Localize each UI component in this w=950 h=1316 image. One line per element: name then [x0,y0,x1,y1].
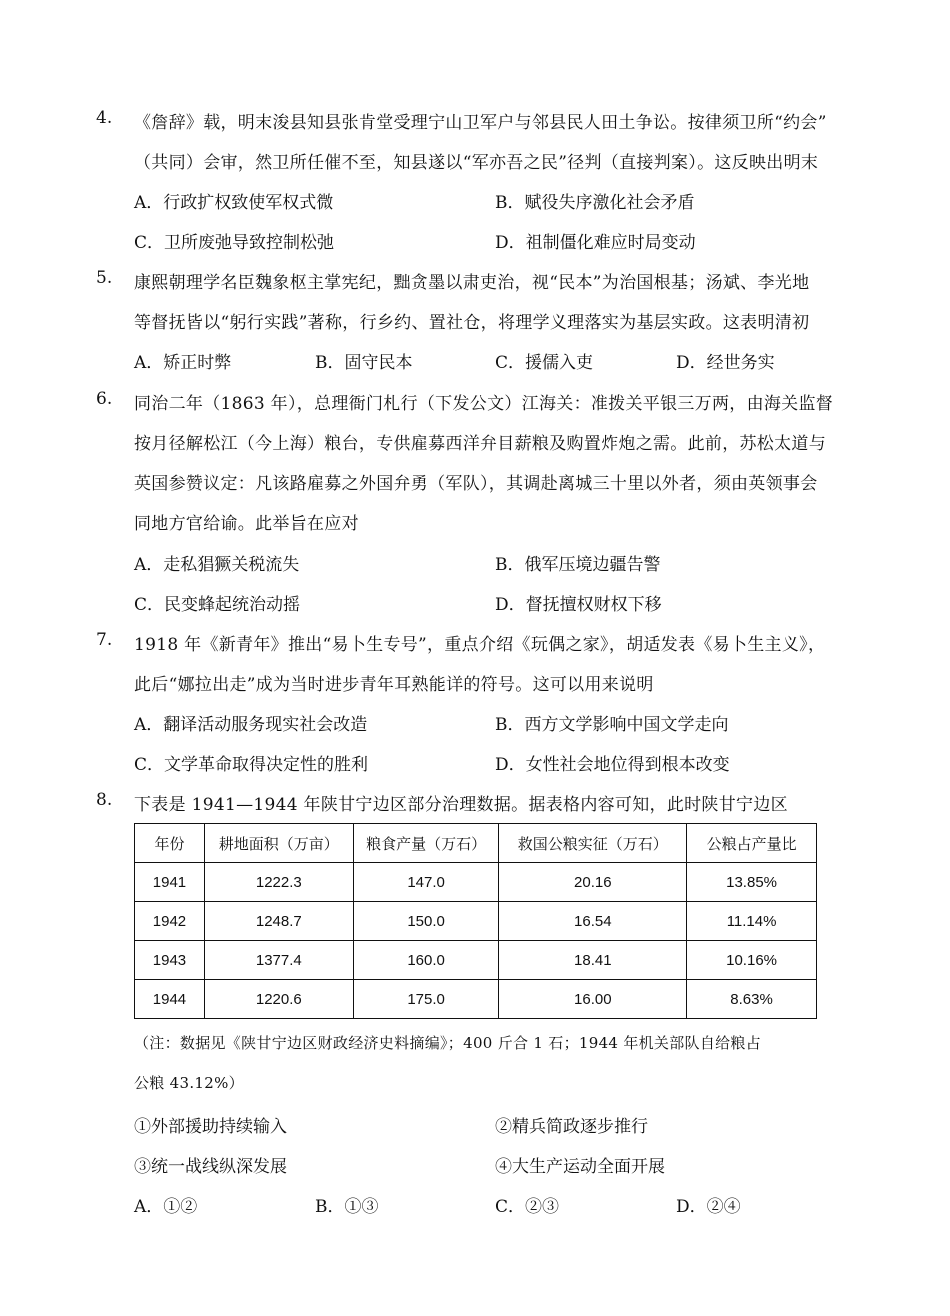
table-header-cell: 公粮占产量比 [687,824,817,863]
table-cell: 16.54 [499,902,687,941]
table-cell: 160.0 [353,941,499,980]
option-c[interactable]: C．民变蜂起统治动摇 [134,595,301,615]
option-a[interactable]: A．行政扩权致使军权式微 [134,193,334,213]
question-number: 5. [96,268,113,288]
question-text-line: 1918 年《新青年》推出“易卜生专号”，重点介绍《玩偶之家》，胡适发表《易卜生主义》， [134,635,826,655]
table-cell: 8.63% [687,980,817,1019]
question-text-line: 英国参赞议定：凡该路雇募之外国弁勇（军队），其调赴离城三十里以外者，须由英领事会 [134,474,818,494]
table-row [135,941,817,980]
question-text-line: 按月径解松江（今上海）粮台，专供雇募西洋弁目薪粮及购置炸炮之需。此前，苏松太道与 [134,434,826,454]
table-header-cell: 耕地面积（万亩） [204,824,353,863]
table-header-cell: 粮食产量（万石） [353,824,499,863]
option-b[interactable]: B．①③ [315,1197,379,1217]
table-row [135,863,817,902]
option-a[interactable]: A．①② [134,1197,198,1217]
option-b[interactable]: B．西方文学影响中国文学走向 [495,715,729,735]
table-row [135,902,817,941]
table-cell: 1943 [135,941,205,980]
question-number: 6. [96,389,113,409]
option-c[interactable]: C．②③ [495,1197,560,1217]
option-c[interactable]: C．卫所废弛导致控制松弛 [134,233,335,253]
table-cell: 1220.6 [204,980,353,1019]
statement-3: ③统一战线纵深发展 [134,1157,287,1177]
question-number: 8. [96,790,113,810]
data-table [134,823,817,1019]
question-number: 4. [96,108,113,128]
question-text-line: 同地方官给谕。此举旨在应对 [134,514,359,534]
table-row [135,980,817,1019]
table-cell: 16.00 [499,980,687,1019]
question-text-line: 下表是 1941—1944 年陕甘宁边区部分治理数据。据表格内容可知，此时陕甘宁边区 [134,795,788,815]
option-b[interactable]: B．俄军压境边疆告警 [495,555,661,575]
question-text-line: 《詹辞》载，明末浚县知县张肯堂受理宁山卫军户与邻县民人田土争讼。按律须卫所“约会” [134,113,827,133]
question-text-line: 此后“娜拉出走”成为当时进步青年耳熟能详的符号。这可以用来说明 [134,675,654,695]
table-cell: 11.14% [687,902,817,941]
table-cell: 13.85% [687,863,817,902]
question-text-line: 康熙朝理学名臣魏象枢主掌宪纪，黜贪墨以肃吏治，视“民本”为治国根基；汤斌、李光地 [134,273,810,293]
statement-1: ①外部援助持续输入 [134,1117,287,1137]
option-b[interactable]: B．赋役失序激化社会矛盾 [495,193,695,213]
question-text-line: （共同）会审，然卫所任催不至，知县遂以“军亦吾之民”径判（直接判案）。这反映出明末 [134,153,819,173]
option-d[interactable]: D．②④ [676,1197,741,1217]
table-cell: 20.16 [499,863,687,902]
option-a[interactable]: A．翻译活动服务现实社会改造 [134,715,368,735]
option-d[interactable]: D．督抚擅权财权下移 [495,595,662,615]
question-text-line: 同治二年（1863 年），总理衙门札行（下发公文）江海关：准拨关平银三万两，由海关监督 [134,394,834,414]
option-c[interactable]: C．文学革命取得决定性的胜利 [134,755,369,775]
table-cell: 175.0 [353,980,499,1019]
table-cell: 147.0 [353,863,499,902]
option-d[interactable]: D．祖制僵化难应时局变动 [495,233,696,253]
table-cell: 1377.4 [204,941,353,980]
table-cell: 1248.7 [204,902,353,941]
table-header-cell: 年份 [135,824,205,863]
option-a[interactable]: A．矫正时弊 [134,353,232,373]
option-b[interactable]: B．固守民本 [315,353,413,373]
table-cell: 1942 [135,902,205,941]
table-cell: 1941 [135,863,205,902]
question-number: 7. [96,630,113,650]
question-text-line: 等督抚皆以“躬行实践”著称，行乡约、置社仓，将理学义理落实为基层实政。这表明清初 [134,313,810,333]
table-note: （注：数据见《陕甘宁边区财政经济史料摘编》；400 斤合 1 石；1944 年机关部队自给粮占 [134,1034,762,1052]
table-cell: 10.16% [687,941,817,980]
statement-2: ②精兵简政逐步推行 [495,1117,648,1137]
option-d[interactable]: D．经世务实 [676,353,775,373]
option-a[interactable]: A．走私猖獗关税流失 [134,555,300,575]
table-note: 公粮 43.12%） [134,1074,244,1092]
table-cell: 1944 [135,980,205,1019]
statement-4: ④大生产运动全面开展 [495,1157,665,1177]
option-d[interactable]: D．女性社会地位得到根本改变 [495,755,730,775]
table-cell: 18.41 [499,941,687,980]
table-cell: 1222.3 [204,863,353,902]
table-header-cell: 救国公粮实征（万石） [499,824,687,863]
table-cell: 150.0 [353,902,499,941]
table-header-row [135,824,817,863]
option-c[interactable]: C．援儒入吏 [495,353,594,373]
